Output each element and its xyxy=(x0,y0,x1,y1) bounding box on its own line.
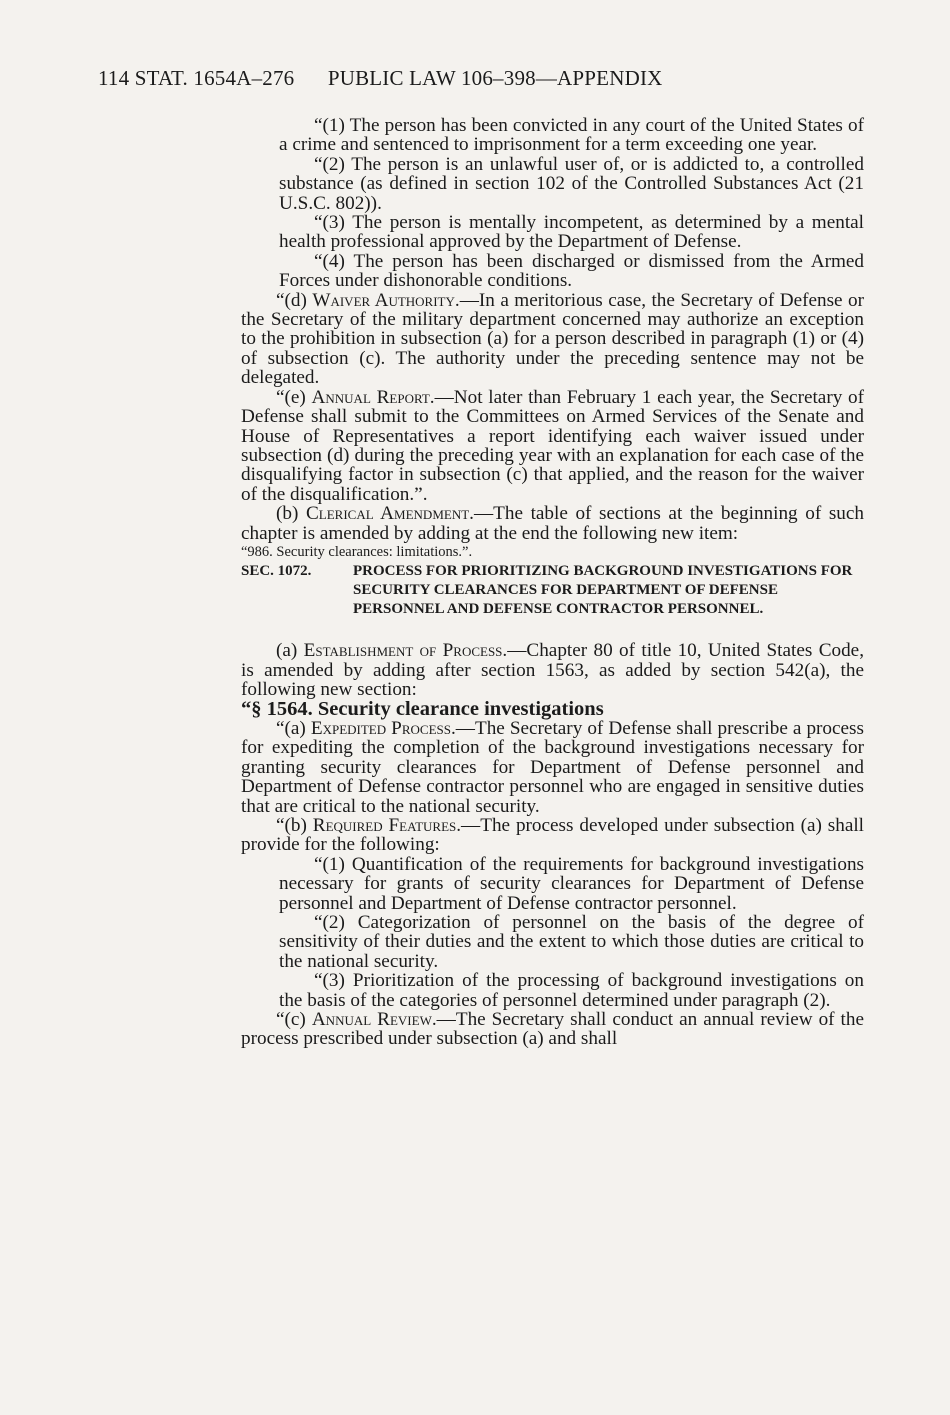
new-subsection-b xyxy=(241,816,864,855)
establishment-heading: Establishment of Process xyxy=(303,640,503,662)
subsection-d-prefix: “(d) xyxy=(276,289,313,311)
paragraph-b1: “(1) Quantification of the requirements for background investigations necessary for grants of security clearances for Department of Defense personnel and Department of Defense contractor personnel. xyxy=(279,853,864,914)
new-subsection-c xyxy=(241,1010,864,1049)
subsection-e xyxy=(241,388,864,504)
section-number: SEC. 1072. xyxy=(241,563,312,580)
page-body xyxy=(241,116,864,1049)
paragraph-c2: “(2) The person is an unlawful user of, or is addicted to, a controlled substance (as defined in section 102 of the Controlled Substances Act (21 U.S.C. 802)). xyxy=(279,153,864,214)
clerical-amendment-text: .—The table of sections at the beginning of such chapter is amended by adding at the end the following new item: xyxy=(241,503,864,544)
paragraph-list-b xyxy=(241,855,864,1010)
new-table-item: “986. Security clearances: limitations.”. xyxy=(241,543,473,560)
new-subsection-a-heading: Expedited Process xyxy=(310,717,451,739)
subsection-d-heading: Waiver Authority xyxy=(312,289,455,311)
establishment-text: .—Chapter 80 of title 10, United States Code, is amended by adding after section 1563, as added by section 542(a), the following new section: xyxy=(241,640,864,701)
subsection-d xyxy=(241,291,864,388)
subsection-e-heading: Annual Report xyxy=(311,386,430,408)
new-subsection-a-text: .—The Secretary of Defense shall prescribe a process for expediting the completion of the background investigations necessary for granting security clearances for Department of Defense personnel and Department of Defense contractor personnel who are engaged in sensitive duties that are critical to the national security. xyxy=(241,717,864,817)
new-subsection-b-prefix: “(b) xyxy=(276,815,313,836)
new-subsection-a-prefix: “(a) xyxy=(276,717,311,739)
establishment-of-process xyxy=(241,641,864,699)
new-subsection-a xyxy=(241,719,864,816)
subsection-e-text: .—Not later than February 1 each year, the Secretary of Defense shall submit to the Committees on Armed Services of the Senate and House of Representatives a report identifying each waiver issued under subsection (d) during the preceding year with an explanation for each case of the disqualifying factor in subsection (c) that applied, and the reason for the waiver of the disqualification.”. xyxy=(241,386,865,505)
law-reference: PUBLIC LAW 106–398—APPENDIX xyxy=(327,66,663,90)
paragraph-list-c xyxy=(241,116,864,291)
clerical-amendment-prefix: (b) xyxy=(276,503,306,525)
subsection-d-text: .—In a meritorious case, the Secretary of Defense or the Secretary of the military department concerned may authorize an exception to the prohibition in subsection (a) for a person described in paragraph (1) or (4) of subsection (c). The authority under the preceding sentence may not be delegated. xyxy=(241,289,865,389)
paragraph-c3: “(3) The person is mentally incompetent, as determined by a mental health professional approved by the Department of Defense. xyxy=(279,212,864,253)
new-subsection-c-text: .—The Secretary shall conduct an annual review of the process prescribed under subsection (a) and shall xyxy=(241,1009,864,1050)
new-subsection-c-prefix: “(c) xyxy=(276,1009,312,1031)
paragraph-b3: “(3) Prioritization of the processing of background investigations on the basis of the categories of personnel determined under paragraph (2). xyxy=(279,970,864,1011)
paragraph-b2: “(2) Categorization of personnel on the basis of the degree of sensitivity of their duties and the extent to which those duties are critical to the national security. xyxy=(279,912,864,972)
running-header xyxy=(98,66,878,91)
clerical-amendment-heading: Clerical Amendment xyxy=(305,503,470,525)
new-subsection-c-heading: Annual Review xyxy=(311,1009,432,1031)
section-title: PROCESS FOR PRIORITIZING BACKGROUND INVESTIGATIONS FOR SECURITY CLEARANCES FOR DEPARTMENT OF DEFENSE PERSONNEL AND DEFENSE CONTRACTOR PERSONNEL. xyxy=(353,563,853,618)
subsection-e-prefix: “(e) xyxy=(276,386,312,408)
establishment-prefix: (a) xyxy=(276,640,304,662)
new-section-heading: “§ 1564. Security clearance investigations xyxy=(241,697,604,720)
section-title-block xyxy=(241,562,864,619)
paragraph-c1: “(1) The person has been convicted in any court of the United States of a crime and sentenced to imprisonment for a term exceeding one year. xyxy=(279,115,864,156)
new-subsection-b-text: .—The process developed under subsection (a) shall provide for the following: xyxy=(241,815,865,856)
clerical-amendment xyxy=(241,504,864,543)
page-reference: 114 STAT. 1654A–276 xyxy=(98,66,295,90)
paragraph-c4: “(4) The person has been discharged or dismissed from the Armed Forces under dishonorable conditions. xyxy=(279,250,864,292)
new-subsection-b-heading: Required Features xyxy=(312,815,457,836)
